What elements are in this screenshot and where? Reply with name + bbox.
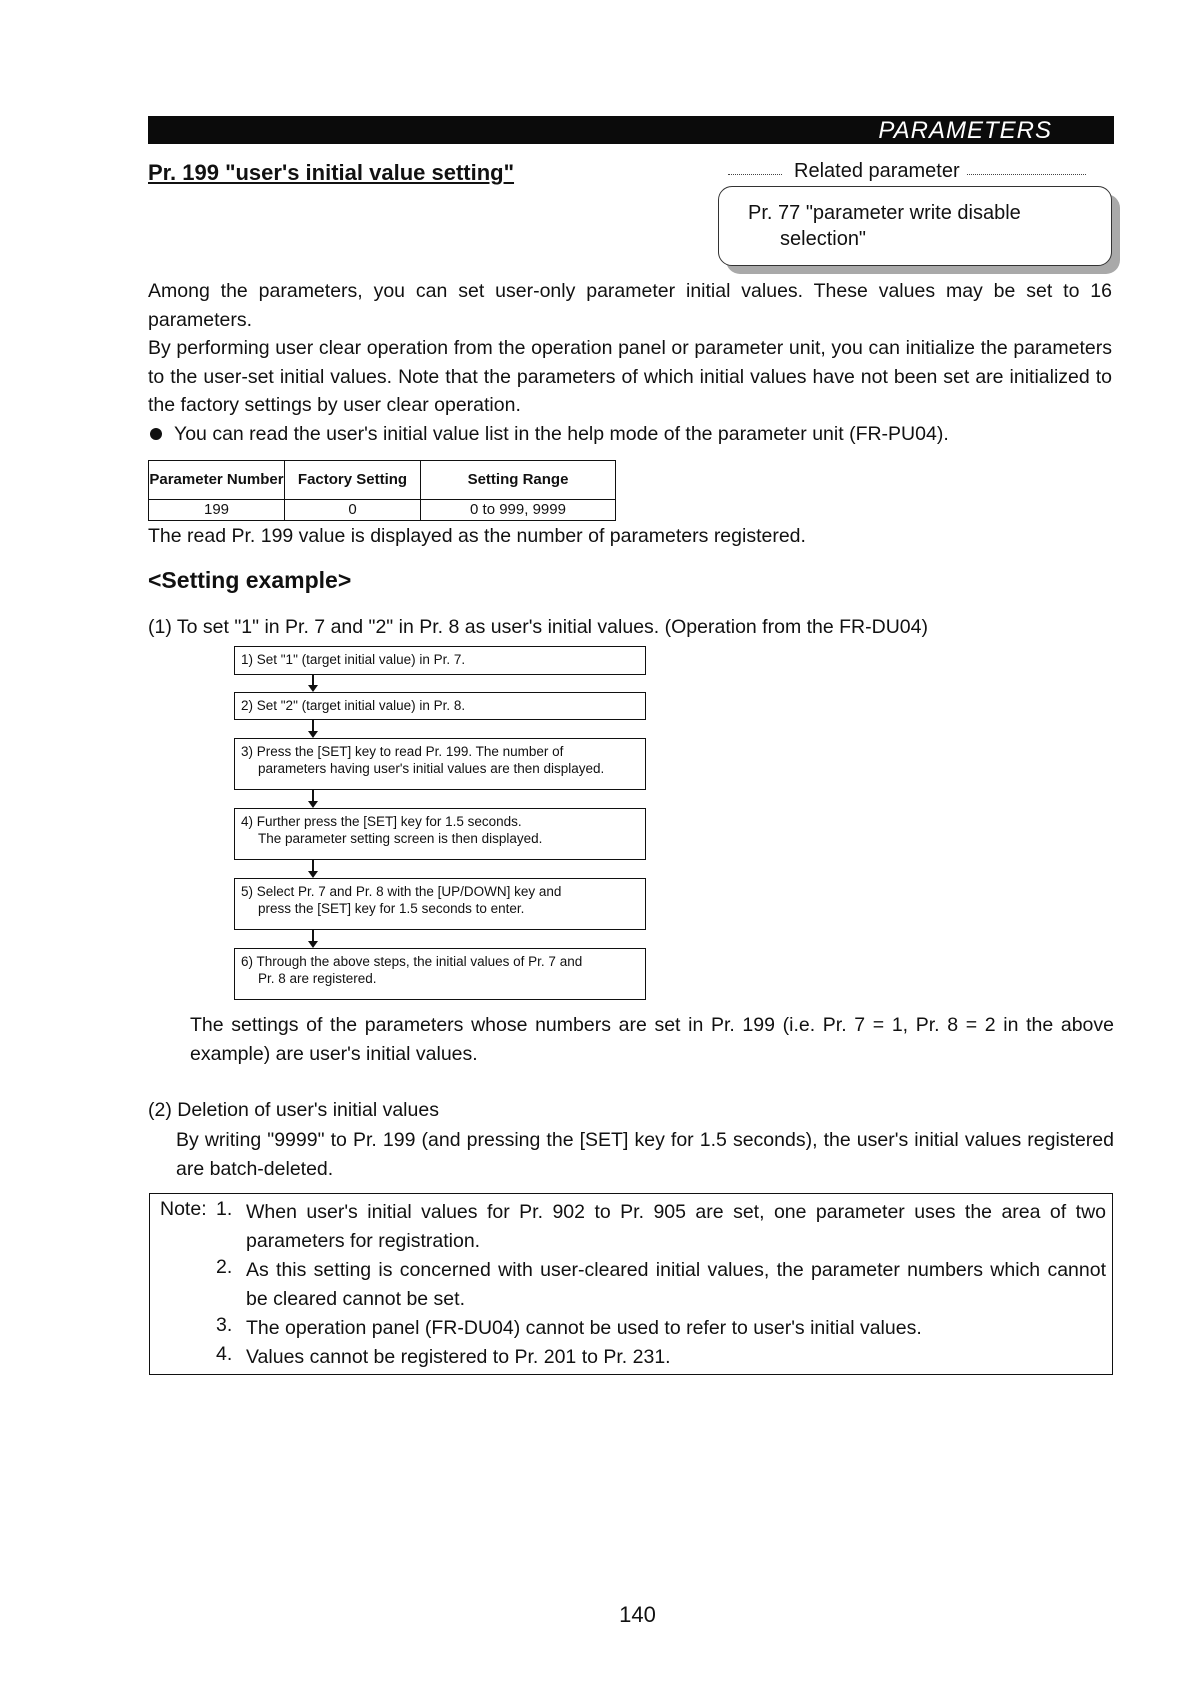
note-number: 2. bbox=[216, 1256, 233, 1278]
notes-label: Note: bbox=[160, 1198, 207, 1220]
note-text: When user's initial values for Pr. 902 to Pr. 905 are set, one parameter uses the area of two parameters for registration. bbox=[246, 1201, 1106, 1252]
example-2-title: (2) Deletion of user's initial values bbox=[148, 1099, 439, 1121]
note-text: As this setting is concerned with user-cleared initial values, the parameter numbers which cannot be cleared cannot be set. bbox=[246, 1259, 1106, 1310]
table-row bbox=[149, 500, 616, 521]
flow-step-text: 4) Further press the [SET] key for 1.5 seconds. bbox=[241, 814, 522, 829]
related-parameter-box bbox=[718, 186, 1112, 266]
table-cell: 0 to 999, 9999 bbox=[421, 500, 616, 521]
section-label: PARAMETERS bbox=[878, 117, 1052, 144]
related-parameter-line-2: selection" bbox=[780, 228, 867, 250]
parameter-table bbox=[148, 460, 616, 521]
setting-example-heading: <Setting example> bbox=[148, 567, 352, 593]
table-header-row bbox=[149, 461, 616, 500]
flow-step-3 bbox=[234, 738, 646, 790]
flow-arrow-icon bbox=[312, 860, 314, 876]
page-title: Pr. 199 "user's initial value setting" bbox=[148, 160, 515, 185]
flow-arrow-icon bbox=[312, 790, 314, 806]
note-number: 4. bbox=[216, 1343, 233, 1365]
flow-arrow-icon bbox=[312, 675, 314, 690]
related-parameter-line-1: Pr. 77 "parameter write disable bbox=[748, 202, 1021, 224]
flow-step-text: The parameter setting screen is then displayed. bbox=[258, 831, 543, 846]
table-header-cell: Factory Setting bbox=[285, 461, 421, 500]
table-cell: 199 bbox=[149, 500, 285, 521]
bullet-text: You can read the user's initial value list in the help mode of the parameter unit (FR-PU04). bbox=[174, 423, 949, 445]
example-result-text: The settings of the parameters whose numbers are set in Pr. 199 (i.e. Pr. 7 = 1, Pr. 8 = 2 in the above example) are user's initial values. bbox=[190, 1014, 1114, 1065]
flow-step-text: Pr. 8 are registered. bbox=[258, 971, 377, 986]
flow-arrow-icon bbox=[312, 720, 314, 736]
note-text: The operation panel (FR-DU04) cannot be used to refer to user's initial values. bbox=[246, 1317, 922, 1339]
related-divider-right bbox=[962, 174, 1086, 175]
flow-step-text: press the [SET] key for 1.5 seconds to enter. bbox=[258, 901, 525, 916]
section-header-bar bbox=[148, 116, 1114, 144]
flow-step-text: 2) Set "2" (target initial value) in Pr. 8. bbox=[241, 698, 466, 713]
flow-step-2 bbox=[234, 692, 646, 720]
table-header-cell: Setting Range bbox=[421, 461, 616, 500]
flow-step-4 bbox=[234, 808, 646, 860]
table-note: The read Pr. 199 value is displayed as the number of parameters registered. bbox=[148, 525, 806, 547]
note-number: 3. bbox=[216, 1314, 233, 1336]
bullet-icon bbox=[150, 428, 162, 440]
intro-paragraph-2: By performing user clear operation from the operation panel or parameter unit, you can initialize the parameters to the user-set initial values. Note that the parameters of which initial values have not been set are initialized to the factory settings by user clear operation. bbox=[148, 337, 1112, 416]
note-text: Values cannot be registered to Pr. 201 to Pr. 231. bbox=[246, 1346, 671, 1368]
table-cell: 0 bbox=[285, 500, 421, 521]
example-2-body: By writing "9999" to Pr. 199 (and pressing the [SET] key for 1.5 seconds), the user's initial values registered are batch-deleted. bbox=[176, 1129, 1114, 1180]
flow-arrow-icon bbox=[312, 930, 314, 946]
flow-step-text: parameters having user's initial values are then displayed. bbox=[258, 761, 605, 776]
flow-step-text: 6) Through the above steps, the initial values of Pr. 7 and bbox=[241, 954, 583, 969]
page-number: 140 bbox=[619, 1602, 656, 1627]
intro-paragraph-1: Among the parameters, you can set user-only parameter initial values. These values may be set to 16 parameters. bbox=[148, 280, 1112, 331]
related-divider-left bbox=[728, 174, 782, 175]
flow-step-text: 5) Select Pr. 7 and Pr. 8 with the [UP/DOWN] key and bbox=[241, 884, 562, 899]
table-header-cell: Parameter Number bbox=[149, 461, 285, 500]
related-parameter-title: Related parameter bbox=[788, 160, 966, 183]
flow-step-6 bbox=[234, 948, 646, 1000]
flow-step-1 bbox=[234, 646, 646, 675]
flow-step-5 bbox=[234, 878, 646, 930]
example-1-title: (1) To set "1" in Pr. 7 and "2" in Pr. 8 as user's initial values. (Operation from the FR-DU04) bbox=[148, 616, 928, 638]
flow-step-text: 1) Set "1" (target initial value) in Pr. 7. bbox=[241, 652, 466, 667]
flow-step-text: 3) Press the [SET] key to read Pr. 199. The number of bbox=[241, 744, 564, 759]
note-number: 1. bbox=[216, 1198, 233, 1220]
bullet-item bbox=[148, 420, 1112, 449]
